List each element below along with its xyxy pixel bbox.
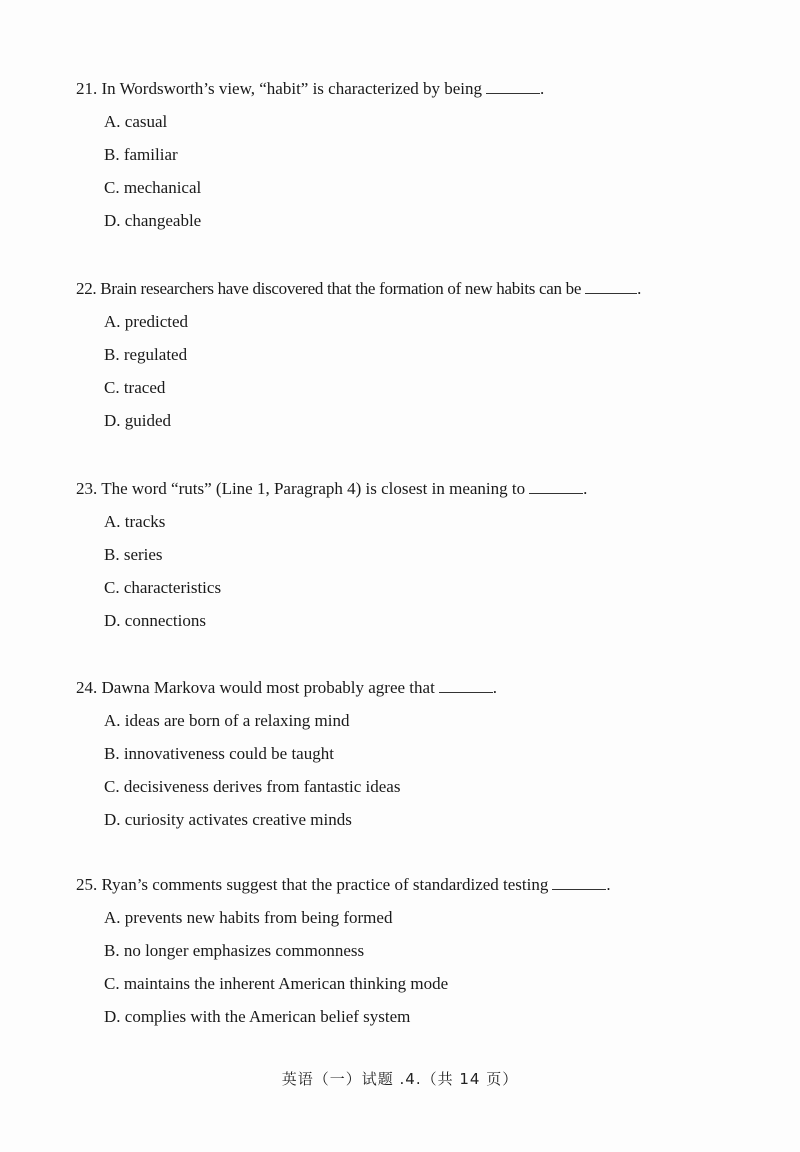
option-list: [104, 312, 736, 431]
question-25: [76, 875, 736, 1040]
answer-blank: [439, 678, 493, 693]
option-b: B. familiar: [104, 145, 178, 164]
answer-blank: [529, 479, 583, 494]
stem-end-punct: .: [583, 479, 588, 498]
question-24: [76, 678, 736, 843]
option-list: [104, 112, 736, 231]
question-22: [76, 279, 736, 444]
option-list: [104, 908, 736, 1027]
stem-text: 23. The word “ruts” (Line 1, Paragraph 4) is closest in meaning to: [76, 479, 526, 498]
answer-blank: [585, 279, 637, 294]
option-c: C. maintains the inherent American thinking mode: [104, 974, 449, 993]
option-a: A. casual: [104, 112, 168, 131]
option-list: [104, 711, 736, 830]
page-footer: 英语（一）试题 .4.（共 14 页）: [281, 1070, 519, 1088]
option-d: D. complies with the American belief system: [104, 1007, 411, 1026]
option-d: D. changeable: [104, 211, 202, 230]
stem-end-punct: .: [492, 678, 498, 697]
option-b: B. series: [104, 545, 163, 564]
option-list: [104, 512, 736, 631]
stem-end-punct: .: [637, 279, 642, 298]
stem-end-punct: .: [606, 875, 611, 894]
question-stem: [76, 79, 736, 99]
option-d: D. curiosity activates creative minds: [104, 810, 352, 829]
question-stem: [76, 678, 736, 698]
option-a: A. ideas are born of a relaxing mind: [104, 711, 350, 730]
option-b: B. innovativeness could be taught: [104, 744, 334, 763]
option-c: C. mechanical: [104, 178, 202, 197]
question-stem: [76, 279, 736, 299]
option-d: D. guided: [104, 411, 172, 430]
question-stem: [76, 875, 736, 895]
question-21: [76, 79, 736, 244]
stem-end-punct: .: [540, 79, 545, 98]
option-c: C. traced: [104, 378, 166, 397]
option-a: A. prevents new habits from being formed: [104, 908, 393, 927]
option-b: B. no longer emphasizes commonness: [104, 941, 365, 960]
stem-text: 22. Brain researchers have discovered that the formation of new habits can be: [76, 279, 582, 298]
stem-text: 21. In Wordsworth’s view, “habit” is characterized by being: [76, 79, 483, 98]
stem-text: 25. Ryan’s comments suggest that the practice of standardized testing: [76, 875, 549, 894]
option-c: C. characteristics: [104, 578, 222, 597]
question-stem: [76, 479, 736, 499]
option-d: D. connections: [104, 611, 206, 630]
option-a: A. tracks: [104, 512, 166, 531]
answer-blank: [486, 79, 540, 94]
question-23: [76, 479, 736, 644]
answer-blank: [552, 875, 606, 890]
stem-text: 24. Dawna Markova would most probably agree that: [76, 678, 435, 697]
option-c: C. decisiveness derives from fantastic ideas: [104, 777, 401, 796]
option-b: B. regulated: [104, 345, 188, 364]
option-a: A. predicted: [104, 312, 189, 331]
